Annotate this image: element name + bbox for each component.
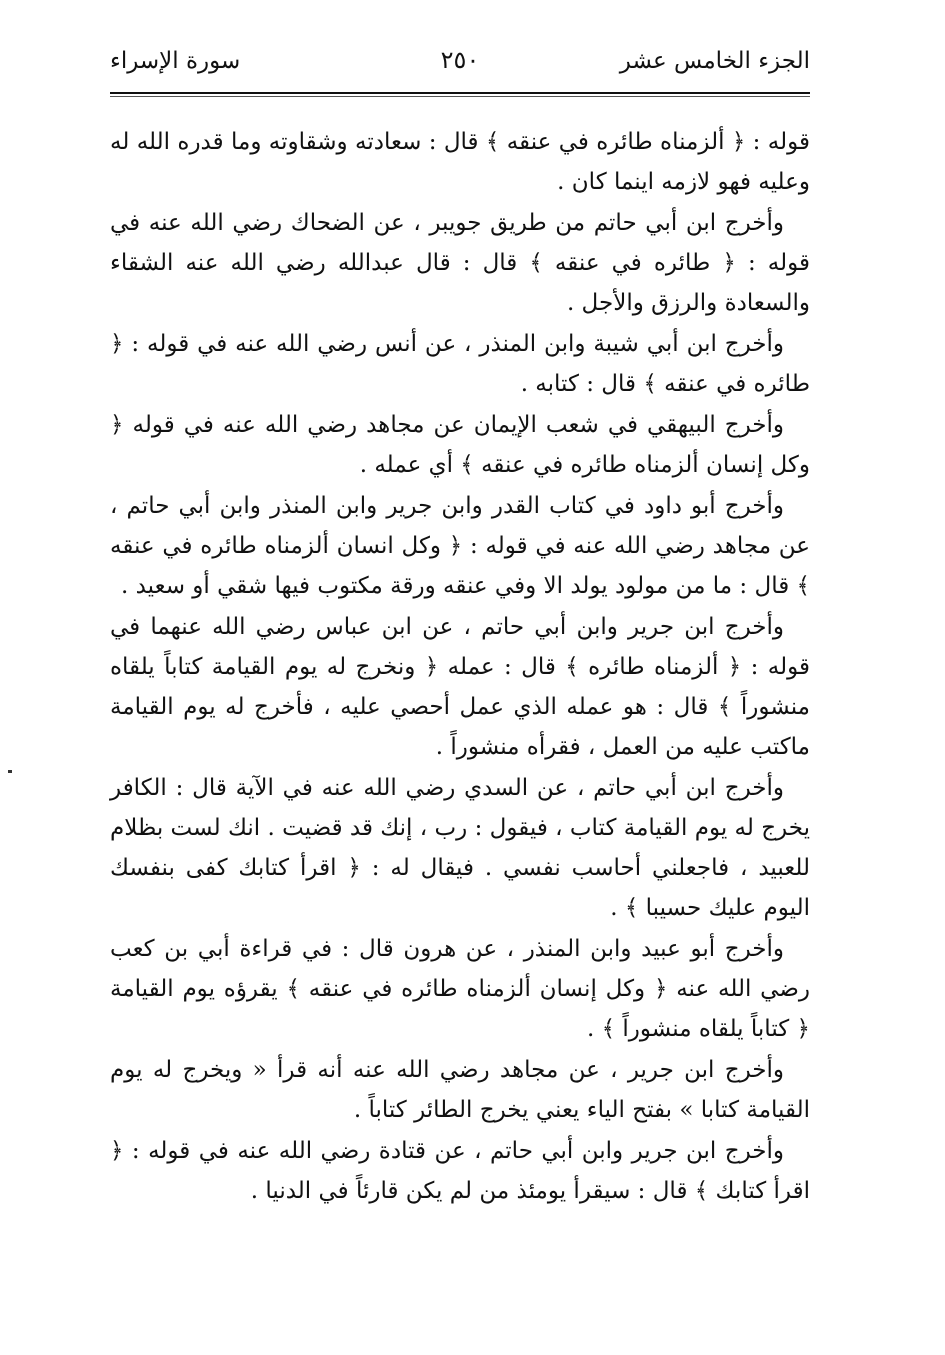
juz-title: الجزء الخامس عشر (619, 48, 810, 74)
paragraph: وأخرج ابن جرير وابن أبي حاتم ، عن قتادة رضي الله عنه في قوله : ﴿ اقرأ كتابك ﴾ قال : سيقرأ يومئذ من لم يكن قارئاً في الدنيا . (110, 1138, 810, 1204)
page-body (110, 122, 810, 1212)
header-rule-thin (110, 96, 810, 97)
scan-speck (8, 770, 12, 773)
header-rule (110, 92, 810, 94)
paragraph: وأخرج ابن جرير وابن أبي حاتم ، عن ابن عباس رضي الله عنهما في قوله : ﴿ ألزمناه طائره ﴾ قال : عمله ﴿ ونخرج له يوم القيامة كتاباً يلقاه منشوراً ﴾ قال : هو عمله الذي عمل أحصي عليه ، فأخرج له يوم القيامة ماكتب عليه من العمل ، فقرأه منشوراً . (110, 614, 810, 760)
paragraph: قوله : ﴿ ألزمناه طائره في عنقه ﴾ قال : سعادته وشقاوته وما قدره الله له وعليه فهو لازمه اينما كان . (110, 129, 810, 195)
paragraph: وأخرج أبو داود في كتاب القدر وابن جرير وابن المنذر وابن أبي حاتم ، عن مجاهد رضي الله عنه في قوله : ﴿ وكل انسان ألزمناه طائره في عنقه ﴾ قال : ما من مولود يولد الا وفي عنقه ورقة مكتوب فيها شقي أو سعيد . (110, 493, 810, 599)
running-header (110, 42, 810, 86)
paragraph: وأخرج البيهقي في شعب الإيمان عن مجاهد رضي الله عنه في قوله ﴿ وكل إنسان ألزمناه طائره في عنقه ﴾ أي عمله . (110, 412, 810, 478)
paragraph: وأخرج ابن أبي حاتم من طريق جويبر ، عن الضحاك رضي الله عنه في قوله : ﴿ طائره في عنقه ﴾ قال : قال عبدالله رضي الله عنه الشقاء والسعادة والرزق والأجل . (110, 210, 810, 316)
paragraph: وأخرج ابن جرير ، عن مجاهد رضي الله عنه أنه قرأ « ويخرج له يوم القيامة كتابا » بفتح الياء يعني يخرج الطائر كتاباً . (110, 1057, 810, 1123)
paragraph: وأخرج ابن أبي حاتم ، عن السدي رضي الله عنه في الآية قال : الكافر يخرج له يوم القيامة كتاب ، فيقول : رب ، إنك قد قضيت . انك لست بظلام للعبيد ، فاجعلني أحاسب نفسي . فيقال له : ﴿ اقرأ كتابك كفى بنفسك اليوم عليك حسيبا ﴾ . (110, 775, 810, 921)
paragraph: وأخرج أبو عبيد وابن المنذر ، عن هرون قال : في قراءة أبي بن كعب رضي الله عنه ﴿ وكل إنسان ألزمناه طائره في عنقه ﴾ يقرؤه يوم القيامة ﴿ كتاباً يلقاه منشوراً ﴾ . (110, 936, 810, 1042)
surah-title: سورة الإسراء (110, 48, 241, 74)
page-number: ٢٥٠ (440, 46, 480, 74)
paragraph: وأخرج ابن أبي شيبة وابن المنذر ، عن أنس رضي الله عنه في قوله : ﴿ طائره في عنقه ﴾ قال : كتابه . (110, 331, 810, 397)
